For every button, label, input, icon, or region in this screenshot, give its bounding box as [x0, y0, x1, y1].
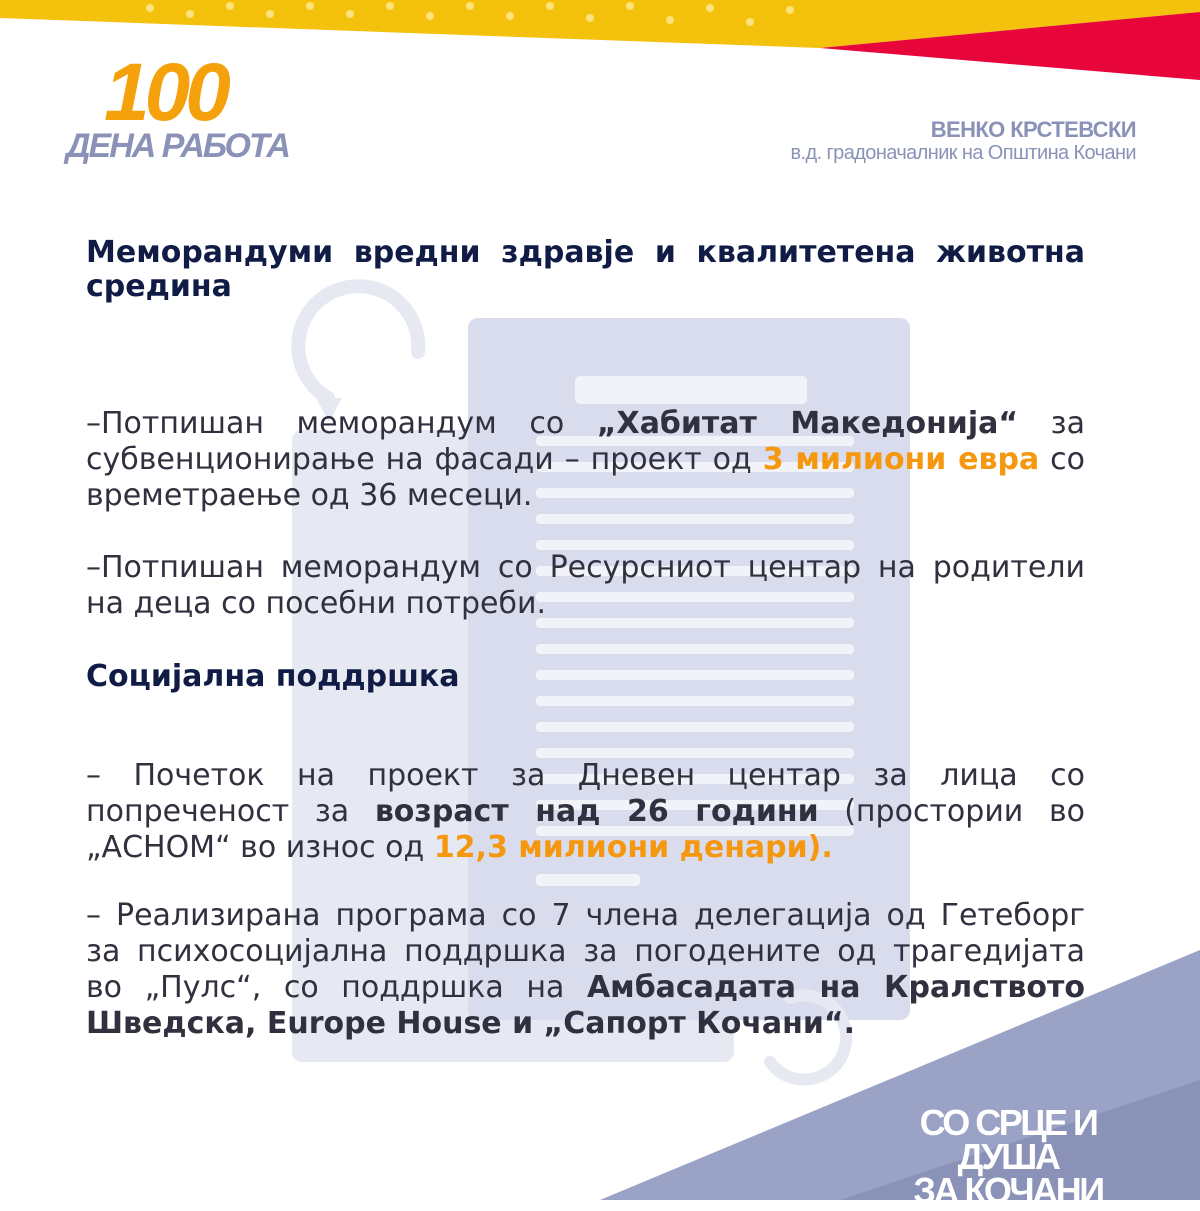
highlight-age: возраст над 26 години — [374, 794, 819, 829]
organization-name: „Хабитат Македонија“ — [596, 406, 1019, 441]
slogan — [870, 1102, 1146, 1211]
highlight-amount: 3 милиони евра — [762, 442, 1040, 477]
text-segment: (простории во „АСНОМ“ во износ од — [86, 794, 1085, 865]
text-segment: – Реализирана програма со 7 члена делегација од Гетеборг за психосоцијална поддршка за погодените од трагедијата во „Пулс“, со поддршка на — [86, 898, 1085, 1005]
main-content — [86, 236, 1085, 1042]
text-segment: –Потпишан меморандум со — [86, 406, 597, 441]
highlight-amount: 12,3 милиони денари). — [433, 830, 833, 865]
text-segment: – Почеток на проект за Дневен центар за лица со попреченост за — [86, 758, 1085, 829]
section-heading-memoranda: Меморандуми вредни здравје и квалитетена животна средина — [86, 235, 1085, 304]
text-segment: со времетраење од 36 месеци. — [86, 442, 1085, 513]
paragraph-gothenburg — [86, 898, 1085, 1042]
paragraph-resource-center: –Потпишан меморандум со Ресурсниот центар на родители на деца со посебни потреби. — [86, 550, 1085, 621]
paragraph-habitat — [86, 406, 1085, 514]
author-title: в.д. градоначалник на Општина Кочани — [790, 142, 1136, 164]
author-name: ВЕНКО КРСТЕВСКИ — [930, 117, 1136, 142]
text-segment: за субвенционирање на фасади – проект од — [86, 406, 1085, 477]
author-block — [791, 118, 1136, 164]
logo-text: ДЕНА РАБОТА — [66, 127, 289, 165]
section-heading-social-support: Социјална поддршка — [86, 659, 460, 694]
logo-100-days — [62, 47, 302, 172]
slogan-line-2: ЗА КОЧАНИ — [913, 1170, 1103, 1211]
logo-number: 100 — [104, 47, 226, 138]
paragraph-day-center — [86, 758, 1085, 866]
slogan-line-1: СО СРЦЕ И ДУША — [919, 1102, 1097, 1177]
supporters-list: Амбасадата на Кралството Шведска, Europe House и „Сапорт Кочани“. — [86, 970, 1085, 1041]
